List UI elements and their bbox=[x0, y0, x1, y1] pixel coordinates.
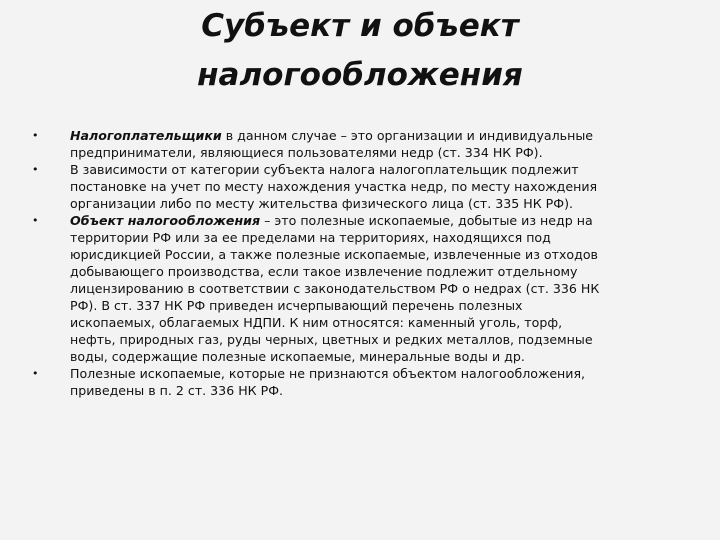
text-line bbox=[70, 195, 694, 212]
list-item bbox=[30, 212, 694, 365]
line-text: воды, содержащие полезные ископаемые, минеральные воды и др. bbox=[70, 349, 525, 364]
emphasized-term: Объект налогообложения bbox=[70, 213, 261, 228]
line-text: добывающего производства, если такое извлечение подлежит отдельному bbox=[70, 264, 578, 279]
bullet-icon: • bbox=[32, 129, 39, 142]
slide-title-line-2: налогообложения bbox=[197, 57, 523, 93]
text-line bbox=[70, 365, 694, 382]
text-line bbox=[70, 246, 694, 263]
slide-title bbox=[0, 2, 720, 100]
line-text: организации либо по месту жительства физического лица (ст. 335 НК РФ). bbox=[70, 196, 574, 211]
text-line bbox=[70, 314, 694, 331]
emphasized-term: Налогоплательщики bbox=[70, 128, 222, 143]
bullet-icon: • bbox=[32, 367, 39, 380]
line-text: Полезные ископаемые, которые не признаются объектом налогообложения, bbox=[70, 366, 586, 381]
text-line bbox=[70, 263, 694, 280]
list-item bbox=[30, 161, 694, 212]
text-line bbox=[70, 297, 694, 314]
text-line bbox=[70, 280, 694, 297]
line-text: – это полезные ископаемые, добытые из недр на bbox=[260, 213, 593, 228]
line-text: в данном случае – это организации и индивидуальные bbox=[221, 128, 594, 143]
text-line bbox=[70, 229, 694, 246]
line-text: В зависимости от категории субъекта налога налогоплательщик подлежит bbox=[70, 162, 579, 177]
bullet-icon: • bbox=[32, 163, 39, 176]
text-line bbox=[70, 161, 694, 178]
line-text: приведены в п. 2 ст. 336 НК РФ. bbox=[70, 383, 284, 398]
bullet-list bbox=[30, 127, 694, 399]
line-text: территории РФ или за ее пределами на территориях, находящихся под bbox=[70, 230, 551, 245]
list-item bbox=[30, 127, 694, 161]
text-line bbox=[70, 348, 694, 365]
text-line bbox=[70, 382, 694, 399]
text-line bbox=[70, 212, 694, 229]
line-text: предприниматели, являющиеся пользователями недр (ст. 334 НК РФ). bbox=[70, 145, 543, 160]
text-line bbox=[70, 127, 694, 144]
line-text: лицензированию в соответствии с законодательством РФ о недрах (ст. 336 НК bbox=[70, 281, 600, 296]
slide-title-line-1: Субъект и объект bbox=[201, 8, 519, 44]
line-text: постановке на учет по месту нахождения участка недр, по месту нахождения bbox=[70, 179, 598, 194]
line-text: нефть, природных газ, руды черных, цветных и редких металлов, подземные bbox=[70, 332, 593, 347]
line-text: РФ). В ст. 337 НК РФ приведен исчерпывающий перечень полезных bbox=[70, 298, 523, 313]
line-text: ископаемых, облагаемых НДПИ. К ним относятся: каменный уголь, торф, bbox=[70, 315, 563, 330]
line-text: юрисдикцией России, а также полезные ископаемые, извлеченные из отходов bbox=[70, 247, 598, 262]
text-line bbox=[70, 331, 694, 348]
text-line bbox=[70, 144, 694, 161]
text-line bbox=[70, 178, 694, 195]
bullet-icon: • bbox=[32, 214, 39, 227]
list-item bbox=[30, 365, 694, 399]
